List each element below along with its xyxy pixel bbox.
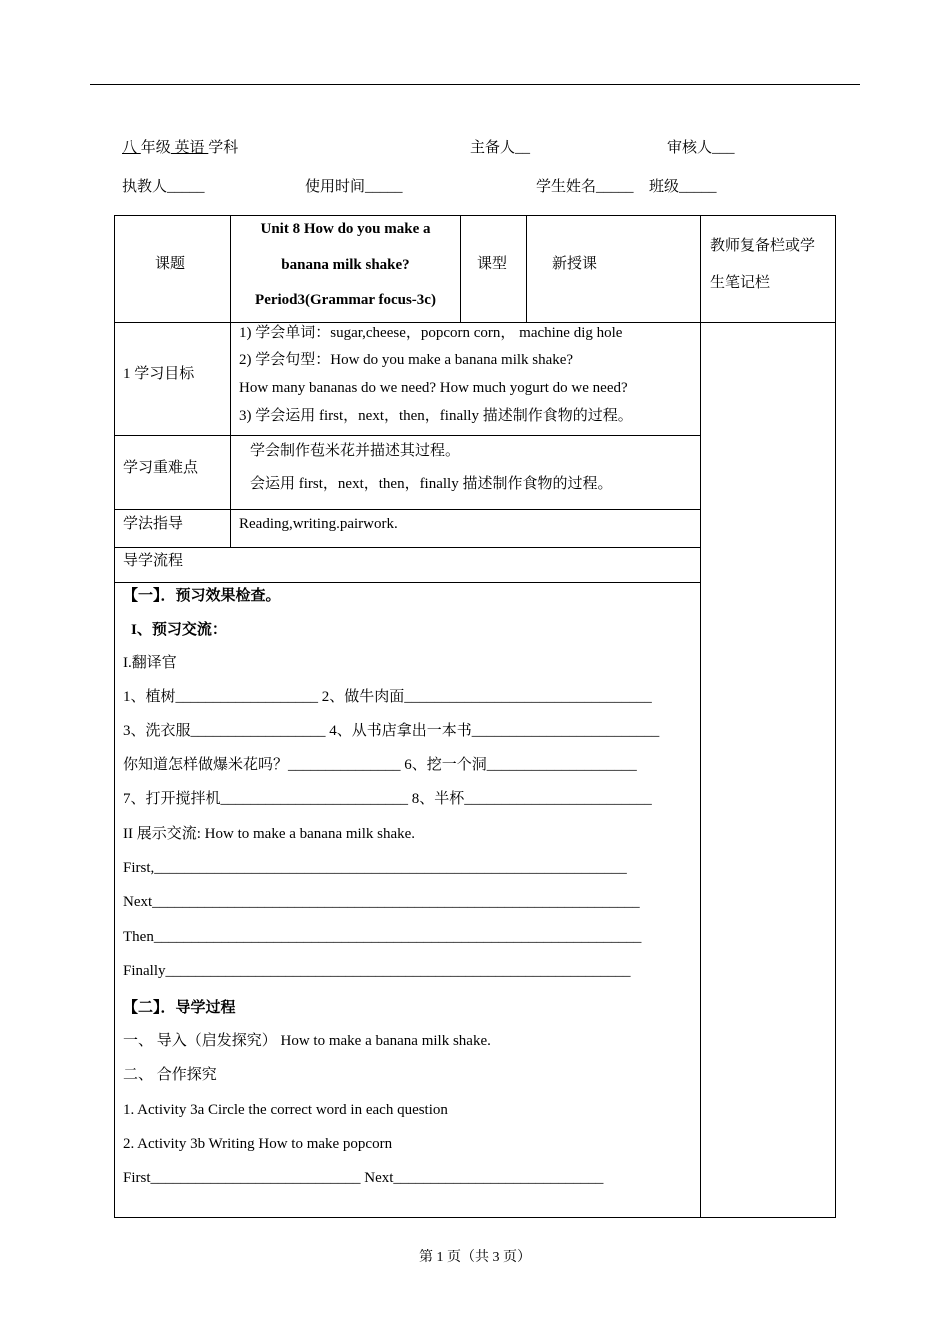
grade-line bbox=[122, 139, 238, 157]
translate-row-1: 1、植树___________________ 2、做牛肉面_________________________________ bbox=[123, 689, 652, 705]
focus-label: 学习重难点 bbox=[123, 460, 199, 476]
type-label: 课型 bbox=[477, 256, 508, 272]
finally-blank: Finally______________________________________________________________ bbox=[123, 963, 631, 979]
focus-2: 会运用 first，next，then，finally 描述制作食物的过程。 bbox=[250, 476, 613, 492]
activity-3b: 2. Activity 3b Writing How to make popcorn bbox=[123, 1136, 393, 1152]
subject-value: 英语 bbox=[170, 140, 209, 156]
grade-label: 年级 bbox=[140, 140, 171, 156]
topic-label: 课题 bbox=[155, 256, 186, 272]
grade-value: 八 bbox=[122, 140, 141, 156]
goal-2: 2) 学会句型：How do you make a banana milk shake? bbox=[239, 352, 574, 368]
goal-3: How many bananas do we need? How much yogurt do we need? bbox=[239, 380, 628, 396]
activity-3b-blanks: First____________________________ Next____________________________ bbox=[123, 1170, 604, 1186]
translate-heading: I.翻译官 bbox=[123, 655, 177, 671]
translate-row-4: 7、打开搅拌机_________________________ 8、半杯_________________________ bbox=[123, 791, 652, 807]
next-blank: Next_________________________________________________________________ bbox=[123, 894, 640, 910]
focus-1: 学会制作苞米花并描述其过程。 bbox=[250, 443, 461, 459]
section-1-sub: I、预习交流： bbox=[131, 622, 227, 638]
preparer: 主备人__ bbox=[470, 140, 531, 156]
notes-header-line-1: 教师复备栏或学 bbox=[710, 238, 816, 254]
subject-label: 学科 bbox=[208, 140, 239, 156]
translate-row-2: 3、洗衣服__________________ 4、从书店拿出一本书_________________________ bbox=[123, 723, 660, 739]
goal-4: 3) 学会运用 first，next，then，finally 描述制作食物的过程。 bbox=[239, 408, 633, 424]
section-2-title: 【二】．导学过程 bbox=[123, 1000, 236, 1016]
notes-header-line-2: 生笔记栏 bbox=[710, 275, 771, 291]
page-number: 第 1 页（共 3 页） bbox=[419, 1250, 531, 1265]
topic-line-2: banana milk shake? bbox=[281, 257, 410, 273]
teacher: 执教人_____ bbox=[122, 179, 205, 195]
method-label: 学法指导 bbox=[123, 516, 184, 532]
translate-row-3: 你知道怎样做爆米花吗？_______________ 6、挖一个洞____________________ bbox=[123, 757, 637, 773]
first-blank: First,_______________________________________________________________ bbox=[123, 860, 627, 876]
type-value: 新授课 bbox=[552, 256, 598, 272]
intro-line: 一、 导入（启发探究） How to make a banana milk shake. bbox=[123, 1033, 491, 1049]
class-field: 班级_____ bbox=[649, 179, 717, 195]
then-blank: Then_________________________________________________________________ bbox=[123, 929, 642, 945]
activity-3a: 1. Activity 3a Circle the correct word in each question bbox=[123, 1102, 448, 1118]
show-heading: II 展示交流: How to make a banana milk shake. bbox=[123, 826, 416, 842]
header-rule bbox=[90, 84, 860, 85]
section-1-title: 【一】．预习效果检查。 bbox=[123, 588, 281, 604]
goal-1: 1) 学会单词：sugar,cheese，popcorn corn， machine dig hole bbox=[239, 325, 623, 341]
goals-label: 1 学习目标 bbox=[123, 366, 195, 382]
topic-line-3: Period3(Grammar focus-3c) bbox=[255, 292, 436, 308]
reviewer: 审核人___ bbox=[667, 140, 735, 156]
student-name: 学生姓名_____ bbox=[536, 179, 634, 195]
coop-line: 二、 合作探究 bbox=[123, 1067, 217, 1083]
topic-line-1: Unit 8 How do you make a bbox=[260, 221, 431, 237]
usage-time: 使用时间_____ bbox=[305, 179, 403, 195]
method-value: Reading,writing.pairwork. bbox=[239, 516, 398, 532]
flow-label: 导学流程 bbox=[123, 553, 184, 569]
